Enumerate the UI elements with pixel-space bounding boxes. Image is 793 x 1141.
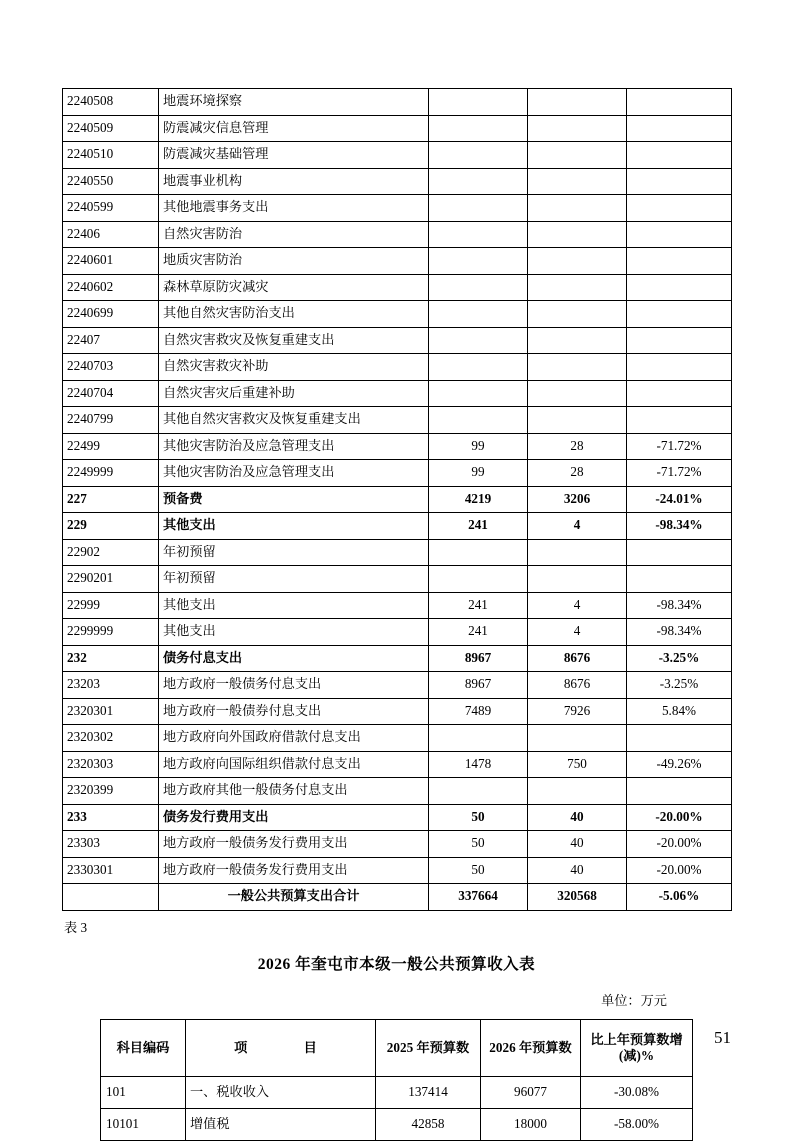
table-row xyxy=(63,433,732,460)
cell-item: 增值税 xyxy=(186,1108,376,1140)
table-row xyxy=(63,751,732,778)
cell-item: 地质灾害防治 xyxy=(159,248,429,275)
table-header-row xyxy=(101,1019,693,1076)
cell-value-3 xyxy=(627,274,732,301)
cell-value-1: 1478 xyxy=(429,751,528,778)
expenditure-table-body xyxy=(63,89,732,911)
cell-value-3 xyxy=(627,89,732,116)
cell-value-1: 241 xyxy=(429,592,528,619)
cell-value-1: 7489 xyxy=(429,698,528,725)
cell-code: 2330301 xyxy=(63,857,159,884)
cell-code xyxy=(63,884,159,911)
cell-value-2 xyxy=(528,778,627,805)
cell-item: 其他灾害防治及应急管理支出 xyxy=(159,460,429,487)
cell-value-2: 4 xyxy=(528,592,627,619)
table-row xyxy=(63,486,732,513)
table-row xyxy=(63,831,732,858)
cell-item: 自然灾害救灾及恢复重建支出 xyxy=(159,327,429,354)
cell-value-2 xyxy=(528,274,627,301)
cell-code: 2240699 xyxy=(63,301,159,328)
cell-code: 2240799 xyxy=(63,407,159,434)
table-row xyxy=(63,407,732,434)
cell-value-3 xyxy=(627,778,732,805)
cell-value-1: 50 xyxy=(429,857,528,884)
cell-value-2 xyxy=(528,725,627,752)
cell-value-2: 96077 xyxy=(481,1076,581,1108)
table-row xyxy=(63,592,732,619)
cell-total-value-3: -5.06% xyxy=(627,884,732,911)
cell-code: 22999 xyxy=(63,592,159,619)
cell-value-2: 28 xyxy=(528,433,627,460)
column-header-change-line1: 比上年预算数增 xyxy=(590,1031,683,1047)
cell-code: 2320399 xyxy=(63,778,159,805)
table-row xyxy=(63,619,732,646)
cell-value-3: -24.01% xyxy=(627,486,732,513)
table-row xyxy=(63,115,732,142)
cell-item: 地方政府其他一般债务付息支出 xyxy=(159,778,429,805)
cell-value-2 xyxy=(528,539,627,566)
cell-item: 其他自然灾害防治支出 xyxy=(159,301,429,328)
cell-value-3 xyxy=(627,248,732,275)
table-row xyxy=(63,672,732,699)
cell-value-1 xyxy=(429,274,528,301)
cell-value-3: -58.00% xyxy=(581,1108,693,1140)
column-header-code: 科目编码 xyxy=(101,1019,186,1076)
cell-value-3: -20.00% xyxy=(627,804,732,831)
column-header-2025: 2025 年预算数 xyxy=(376,1019,481,1076)
expenditure-table xyxy=(62,88,732,911)
table-row xyxy=(63,195,732,222)
cell-item: 防震减灾信息管理 xyxy=(159,115,429,142)
cell-total-value-1: 337664 xyxy=(429,884,528,911)
table-row xyxy=(63,857,732,884)
cell-code: 227 xyxy=(63,486,159,513)
cell-code: 2320303 xyxy=(63,751,159,778)
cell-code: 233 xyxy=(63,804,159,831)
cell-item: 其他自然灾害救灾及恢复重建支出 xyxy=(159,407,429,434)
cell-value-3 xyxy=(627,221,732,248)
cell-code: 2240510 xyxy=(63,142,159,169)
cell-code: 23203 xyxy=(63,672,159,699)
table-row xyxy=(63,645,732,672)
cell-value-1 xyxy=(429,778,528,805)
cell-item: 其他支出 xyxy=(159,513,429,540)
column-header-change-line2: (减)% xyxy=(618,1047,655,1063)
cell-value-2 xyxy=(528,89,627,116)
revenue-table-body xyxy=(101,1076,693,1140)
cell-code: 23303 xyxy=(63,831,159,858)
cell-value-2 xyxy=(528,566,627,593)
table-row xyxy=(63,274,732,301)
cell-item: 预备费 xyxy=(159,486,429,513)
cell-value-3: -98.34% xyxy=(627,592,732,619)
cell-value-3 xyxy=(627,725,732,752)
cell-value-3 xyxy=(627,301,732,328)
cell-value-2: 4 xyxy=(528,513,627,540)
cell-item: 其他支出 xyxy=(159,619,429,646)
cell-item: 一、税收收入 xyxy=(186,1076,376,1108)
cell-value-2: 8676 xyxy=(528,645,627,672)
cell-value-2 xyxy=(528,142,627,169)
cell-value-1 xyxy=(429,566,528,593)
revenue-table-head xyxy=(101,1019,693,1076)
cell-value-1 xyxy=(429,89,528,116)
cell-value-3: -3.25% xyxy=(627,672,732,699)
table-row xyxy=(63,778,732,805)
cell-item: 年初预留 xyxy=(159,539,429,566)
cell-value-2 xyxy=(528,380,627,407)
cell-value-2 xyxy=(528,221,627,248)
cell-value-3: -98.34% xyxy=(627,513,732,540)
cell-value-1 xyxy=(429,539,528,566)
cell-item: 地方政府向外国政府借款付息支出 xyxy=(159,725,429,752)
cell-value-2: 3206 xyxy=(528,486,627,513)
table-row xyxy=(101,1108,693,1140)
table-row xyxy=(63,248,732,275)
column-header-item: 项 目 xyxy=(186,1019,376,1076)
cell-value-3 xyxy=(627,115,732,142)
cell-value-2 xyxy=(528,301,627,328)
table-row xyxy=(63,327,732,354)
cell-code: 2240508 xyxy=(63,89,159,116)
cell-value-3: -3.25% xyxy=(627,645,732,672)
cell-value-1: 241 xyxy=(429,513,528,540)
cell-value-1: 99 xyxy=(429,460,528,487)
cell-value-3 xyxy=(627,354,732,381)
cell-item: 自然灾害救灾补助 xyxy=(159,354,429,381)
cell-value-1 xyxy=(429,380,528,407)
cell-value-3: -30.08% xyxy=(581,1076,693,1108)
cell-total-value-2: 320568 xyxy=(528,884,627,911)
cell-value-2 xyxy=(528,327,627,354)
table-caption: 表 3 xyxy=(64,919,88,935)
cell-code: 22406 xyxy=(63,221,159,248)
cell-value-1: 4219 xyxy=(429,486,528,513)
table-row xyxy=(63,142,732,169)
cell-value-3: -71.72% xyxy=(627,460,732,487)
cell-value-1 xyxy=(429,354,528,381)
cell-code: 229 xyxy=(63,513,159,540)
table-row xyxy=(63,460,732,487)
cell-value-1: 137414 xyxy=(376,1076,481,1108)
table-row xyxy=(63,354,732,381)
cell-value-2: 40 xyxy=(528,857,627,884)
cell-code: 22407 xyxy=(63,327,159,354)
cell-value-3: -71.72% xyxy=(627,433,732,460)
cell-value-3: 5.84% xyxy=(627,698,732,725)
cell-value-3 xyxy=(627,168,732,195)
table-row xyxy=(63,89,732,116)
cell-value-1 xyxy=(429,168,528,195)
cell-item: 地方政府一般债务付息支出 xyxy=(159,672,429,699)
cell-code: 22499 xyxy=(63,433,159,460)
cell-item: 债务发行费用支出 xyxy=(159,804,429,831)
cell-item: 地方政府向国际组织借款付息支出 xyxy=(159,751,429,778)
cell-total-label: 一般公共预算支出合计 xyxy=(159,884,429,911)
cell-code: 10101 xyxy=(101,1108,186,1140)
cell-value-1 xyxy=(429,248,528,275)
table-row xyxy=(63,539,732,566)
table-row xyxy=(63,698,732,725)
table-row xyxy=(63,380,732,407)
cell-value-2: 4 xyxy=(528,619,627,646)
cell-item: 其他支出 xyxy=(159,592,429,619)
cell-code: 2320301 xyxy=(63,698,159,725)
cell-item: 其他灾害防治及应急管理支出 xyxy=(159,433,429,460)
cell-item: 自然灾害灾后重建补助 xyxy=(159,380,429,407)
cell-code: 2240509 xyxy=(63,115,159,142)
cell-code: 232 xyxy=(63,645,159,672)
cell-code: 2290201 xyxy=(63,566,159,593)
cell-value-2 xyxy=(528,248,627,275)
cell-code: 2299999 xyxy=(63,619,159,646)
cell-value-1: 8967 xyxy=(429,645,528,672)
cell-code: 2240550 xyxy=(63,168,159,195)
page-number: 51 xyxy=(714,1028,731,1047)
cell-code: 2240599 xyxy=(63,195,159,222)
cell-value-1: 8967 xyxy=(429,672,528,699)
cell-value-1 xyxy=(429,195,528,222)
cell-code: 2240703 xyxy=(63,354,159,381)
cell-value-1 xyxy=(429,725,528,752)
table-row xyxy=(63,168,732,195)
cell-value-2: 40 xyxy=(528,804,627,831)
column-header-change xyxy=(581,1019,693,1076)
cell-item: 森林草原防灾减灾 xyxy=(159,274,429,301)
cell-value-3: -20.00% xyxy=(627,831,732,858)
cell-value-2: 18000 xyxy=(481,1108,581,1140)
cell-value-2: 750 xyxy=(528,751,627,778)
cell-value-2 xyxy=(528,195,627,222)
cell-item: 年初预留 xyxy=(159,566,429,593)
cell-item: 地方政府一般债券付息支出 xyxy=(159,698,429,725)
table-total-row xyxy=(63,884,732,911)
cell-value-2 xyxy=(528,354,627,381)
cell-code: 2240602 xyxy=(63,274,159,301)
cell-value-1 xyxy=(429,407,528,434)
cell-value-1: 241 xyxy=(429,619,528,646)
cell-value-1 xyxy=(429,301,528,328)
cell-value-1 xyxy=(429,142,528,169)
cell-value-1: 50 xyxy=(429,831,528,858)
cell-value-2 xyxy=(528,407,627,434)
cell-value-3 xyxy=(627,195,732,222)
revenue-table xyxy=(100,1019,693,1141)
table-row xyxy=(101,1076,693,1108)
table-row xyxy=(63,301,732,328)
cell-item: 地震事业机构 xyxy=(159,168,429,195)
cell-item: 自然灾害防治 xyxy=(159,221,429,248)
cell-value-1: 42858 xyxy=(376,1108,481,1140)
cell-item: 地方政府一般债务发行费用支出 xyxy=(159,857,429,884)
cell-value-3 xyxy=(627,380,732,407)
cell-value-3: -20.00% xyxy=(627,857,732,884)
cell-value-3 xyxy=(627,407,732,434)
unit-label: 单位：万元 xyxy=(601,992,667,1008)
cell-value-1 xyxy=(429,221,528,248)
table-row xyxy=(63,513,732,540)
cell-code: 2240704 xyxy=(63,380,159,407)
table-row xyxy=(63,221,732,248)
cell-value-2: 7926 xyxy=(528,698,627,725)
cell-value-3 xyxy=(627,566,732,593)
cell-value-2: 28 xyxy=(528,460,627,487)
cell-value-1 xyxy=(429,115,528,142)
table-row xyxy=(63,804,732,831)
cell-value-3 xyxy=(627,142,732,169)
cell-item: 其他地震事务支出 xyxy=(159,195,429,222)
cell-value-2 xyxy=(528,168,627,195)
cell-value-2: 40 xyxy=(528,831,627,858)
cell-value-1: 99 xyxy=(429,433,528,460)
column-header-2026: 2026 年预算数 xyxy=(481,1019,581,1076)
cell-value-3 xyxy=(627,327,732,354)
cell-value-2: 8676 xyxy=(528,672,627,699)
cell-item: 地震环境探察 xyxy=(159,89,429,116)
table-row xyxy=(63,566,732,593)
cell-item: 防震减灾基础管理 xyxy=(159,142,429,169)
cell-value-1 xyxy=(429,327,528,354)
cell-value-2 xyxy=(528,115,627,142)
cell-code: 2240601 xyxy=(63,248,159,275)
cell-value-1: 50 xyxy=(429,804,528,831)
cell-value-3 xyxy=(627,539,732,566)
table-row xyxy=(63,725,732,752)
page-title: 2026 年奎屯市本级一般公共预算收入表 xyxy=(257,955,536,973)
cell-value-3: -49.26% xyxy=(627,751,732,778)
cell-code: 22902 xyxy=(63,539,159,566)
cell-code: 2249999 xyxy=(63,460,159,487)
cell-code: 101 xyxy=(101,1076,186,1108)
cell-item: 地方政府一般债务发行费用支出 xyxy=(159,831,429,858)
cell-item: 债务付息支出 xyxy=(159,645,429,672)
cell-value-3: -98.34% xyxy=(627,619,732,646)
cell-code: 2320302 xyxy=(63,725,159,752)
